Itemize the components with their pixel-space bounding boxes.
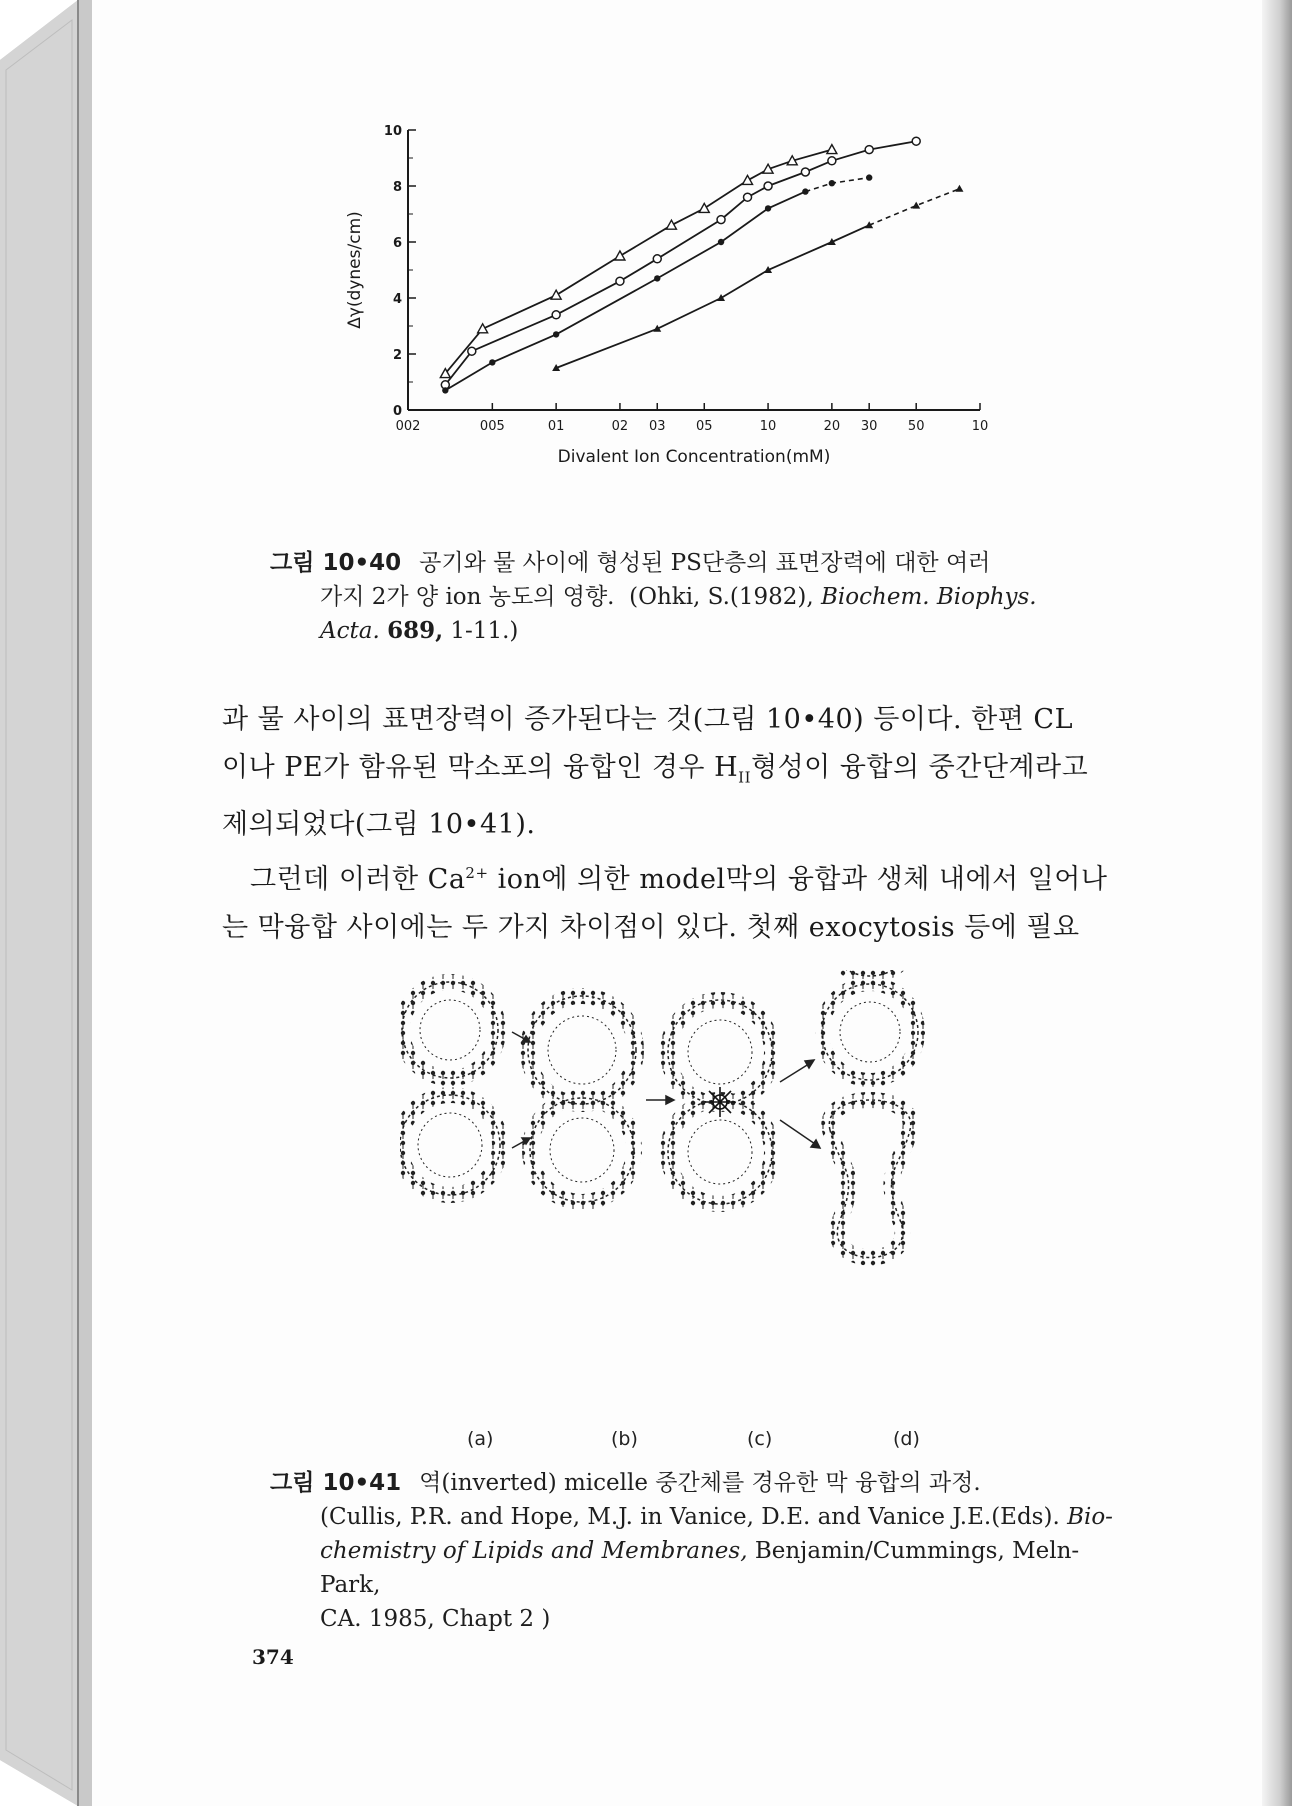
book-spine [0,0,92,1806]
point-open-circle [865,146,873,154]
caption-text: 공기와 물 사이에 형성된 PS단층의 표면장력에 대한 여러 [419,550,991,576]
point-filled-circle [553,331,559,337]
point-open-triangle [743,175,753,184]
subscript: II [738,768,752,787]
body-line [222,849,1148,904]
caption-book-title: chemistry of Lipids and Membranes, [320,1538,748,1564]
body-text-span: 이나 PE가 함유된 막소포의 융합인 경우 H [222,752,739,783]
x-tick-label: 20 [823,419,841,434]
y-tick-label: 6 [392,236,402,251]
caption-pages: 1-11.) [450,618,519,644]
y-tick-label: 4 [392,292,402,307]
series-line-open-circle [445,141,916,385]
point-open-triangle [666,220,676,229]
vesicles-d [822,970,918,1258]
panel-label-d: (d) [893,1428,920,1450]
point-open-circle [828,157,836,165]
point-filled-triangle [717,294,725,301]
caption-line-3 [270,614,1130,648]
point-filled-triangle [912,202,920,209]
y-tick-label: 10 [383,124,402,139]
x-tick-label: 50 [907,419,925,434]
body-line [222,744,1148,801]
body-line: 제의되었다(그림 10•41). [222,809,536,841]
point-open-circle [801,168,809,176]
x-tick-label: 03 [648,419,666,434]
body-text-span: 그런데 이러한 Ca [250,864,466,896]
inverted-micelle [705,1087,735,1117]
chart-svg [330,120,1050,540]
body-text-span: ion에 의한 model막의 융합과 생체 내에서 일어나 [488,864,1108,896]
x-tick-label: 10 [759,419,777,434]
point-filled-circle [489,359,495,365]
caption-line-4: CA. 1985, Chapt 2 ) [320,1606,551,1632]
point-filled-circle [829,180,835,186]
figure-10-41-caption [270,1466,1130,1636]
caption-text: 역(inverted) micelle 중간체를 경유한 막 융합의 과정. [419,1470,981,1496]
x-axis-label: Divalent Ion Concentration(mM) [557,447,831,467]
point-filled-triangle [955,185,963,192]
series-tail-filled-circle [805,178,869,192]
body-text [222,696,1148,952]
point-open-triangle [827,145,837,154]
y-tick-label: 2 [392,348,402,363]
x-tick-label: 005 [479,419,505,434]
caption-citation: (Ohki, S.(1982), [629,584,814,610]
point-filled-circle [765,205,771,211]
point-open-circle [717,216,725,224]
figure-10-40-caption [270,546,1130,648]
y-tick-label: 8 [392,180,402,195]
figure-label: 그림 10•40 [270,550,402,576]
x-tick-label: 01 [547,419,565,434]
x-tick-label: 002 [395,419,421,434]
superscript: 2+ [465,864,489,883]
point-open-circle [744,193,752,201]
point-open-circle [552,311,560,319]
point-open-circle [653,255,661,263]
caption-journal: Biochem. Biophys. [821,584,1037,610]
point-filled-circle [718,239,724,245]
caption-journal: Acta. [320,618,380,644]
page-number: 374 [252,1645,294,1669]
point-open-circle [764,182,772,190]
point-filled-circle [866,174,872,180]
point-filled-circle [802,188,808,194]
caption-line-2 [270,580,1130,614]
y-axis-label: Δγ(dynes/cm) [345,211,365,329]
point-open-circle [912,137,920,145]
point-filled-circle [654,275,660,281]
point-open-triangle [551,290,561,299]
caption-book-title: Bio- [1067,1504,1113,1530]
caption-line-2 [270,1500,1130,1534]
x-tick-label: 05 [695,419,713,434]
arrow-c-to-d [780,1060,820,1148]
vesicles-b [528,996,636,1202]
point-open-circle [616,277,624,285]
figure-10-40-chart [330,120,1050,540]
point-filled-circle [442,387,448,393]
body-line: 과 물 사이의 표면장력이 증가된다는 것(그림 10•40) 등이다. 한편 CL [222,704,1074,735]
x-tick-label: 10 [971,419,989,434]
point-open-triangle [478,324,488,333]
point-open-triangle [699,203,709,212]
vesicle-a-top [402,982,498,1078]
x-tick-label: 30 [860,419,878,434]
figure-10-41-diagram [400,970,1000,1450]
x-tick-label: 02 [611,419,629,434]
caption-volume: 689, [387,617,444,644]
caption-publisher: Benjamin/Cummings, Meln-Park, [320,1538,1080,1598]
panel-label-a: (a) [467,1428,494,1450]
series-line-filled-circle [445,192,805,391]
y-tick-label: 0 [392,404,402,419]
arrow-b-to-c [646,1096,674,1104]
vesicle-a-bottom [400,1095,500,1195]
caption-text: 가지 2가 양 ion 농도의 영향. [320,584,615,610]
point-open-triangle [615,251,625,260]
caption-citation: (Cullis, P.R. and Hope, M.J. in Vanice, D.E. and Vanice J.E.(Eds). [320,1504,1060,1530]
figure-label: 그림 10•41 [270,1470,402,1496]
panel-label-b: (b) [611,1428,638,1450]
body-line: 는 막융합 사이에는 두 가지 차이점이 있다. 첫째 exocytosis 등에 필요 [222,912,1080,944]
page-edge [1262,0,1292,1806]
point-open-circle [468,347,476,355]
caption-line-3 [270,1534,1130,1602]
panel-label-c: (c) [747,1428,773,1450]
body-text-span: 형성이 융합의 중간단계라고 [751,752,1089,783]
